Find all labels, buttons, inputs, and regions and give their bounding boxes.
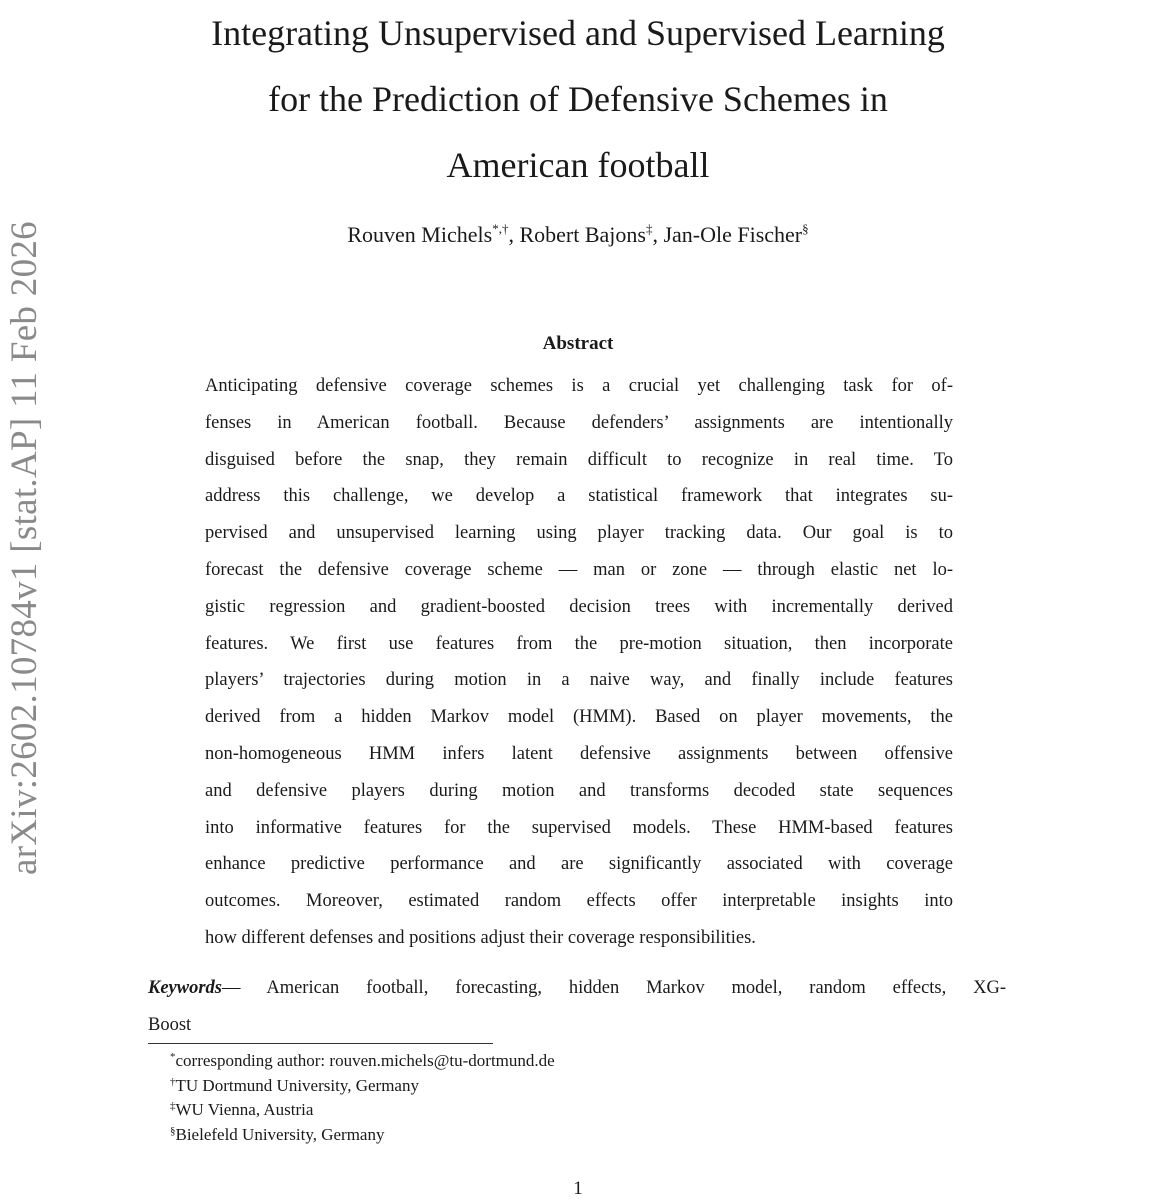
- author-affiliation-marks: *,†: [492, 221, 509, 236]
- abstract-line: non-homogeneous HMM infers latent defensive assignments between offensive: [205, 743, 953, 764]
- footnote-mark: ‡: [170, 1100, 176, 1112]
- abstract-line: address this challenge, we develop a statistical framework that integrates su-: [205, 486, 953, 507]
- arxiv-identifier-text: arXiv:2602.10784v1 [stat.AP] 11 Feb 2026: [4, 221, 45, 875]
- keywords-label: Keywords: [148, 978, 222, 998]
- abstract-line: pervised and unsupervised learning using player tracking data. Our goal is to: [205, 523, 953, 544]
- abstract-line: how different defenses and positions adjust their coverage responsibilities.: [205, 927, 756, 948]
- footnote-mark: *: [170, 1051, 176, 1063]
- keywords-text: — American football, forecasting, hidden Markov model, random effects, XG-: [222, 978, 1006, 998]
- footnote: [170, 1049, 555, 1074]
- author-name: Rouven Michels: [347, 222, 493, 247]
- footnote: [170, 1098, 555, 1123]
- author-separator: ,: [652, 222, 664, 247]
- author-separator: ,: [508, 222, 520, 247]
- page-number: 1: [573, 1178, 583, 1199]
- abstract-line: players’ trajectories during motion in a naive way, and finally include features: [205, 670, 953, 691]
- footnote-text: WU Vienna, Austria: [175, 1100, 314, 1119]
- title-line: Integrating Unsupervised and Supervised Learning: [211, 13, 945, 53]
- abstract-line: disguised before the snap, they remain difficult to recognize in real time. To: [205, 449, 953, 470]
- abstract-line: and defensive players during motion and transforms decoded state sequences: [205, 780, 953, 801]
- title-line: American football: [446, 145, 710, 185]
- footnote: [170, 1123, 555, 1148]
- abstract-body: [205, 368, 953, 957]
- keywords-paragraph: [148, 970, 1006, 1044]
- footnote-mark: §: [170, 1124, 176, 1137]
- footnote-rule: [148, 1043, 493, 1044]
- author-affiliation-marks: §: [802, 221, 809, 236]
- abstract-line: into informative features for the supervised models. These HMM-based features: [205, 817, 953, 838]
- footnote-text: TU Dortmund University, Germany: [175, 1075, 419, 1095]
- abstract-line: derived from a hidden Markov model (HMM). Based on player movements, the: [205, 707, 953, 728]
- keywords-line: [148, 970, 1006, 1007]
- title-line: for the Prediction of Defensive Schemes in: [268, 79, 888, 119]
- keywords-line: Boost: [148, 1014, 192, 1035]
- arxiv-identifier-stamp: [0, 150, 45, 875]
- abstract-line: features. We first use features from the pre-motion situation, then incorporate: [205, 633, 953, 654]
- footnote-text: corresponding author: rouven.michels@tu-dortmund.de: [175, 1051, 555, 1070]
- footnotes: [170, 1049, 555, 1147]
- author-name: Jan-Ole Fischer: [663, 222, 803, 247]
- paper-title: [148, 0, 1008, 198]
- abstract-line: outcomes. Moreover, estimated random effects offer interpretable insights into: [205, 891, 953, 912]
- abstract-line: forecast the defensive coverage scheme — man or zone — through elastic net lo-: [205, 559, 953, 580]
- footnote: [170, 1074, 555, 1099]
- author-affiliation-marks: ‡: [645, 221, 653, 236]
- abstract-line: gistic regression and gradient-boosted decision trees with incrementally derived: [205, 596, 953, 617]
- abstract-line: fenses in American football. Because defenders’ assignments are intentionally: [205, 412, 953, 433]
- footnote-mark: †: [170, 1075, 176, 1088]
- footnote-text: Bielefeld University, Germany: [175, 1124, 385, 1144]
- abstract-line: Anticipating defensive coverage schemes is a crucial yet challenging task for of-: [205, 376, 953, 396]
- author-name: Robert Bajons: [519, 222, 646, 247]
- abstract-heading: Abstract: [542, 333, 614, 354]
- author-list: [148, 222, 1008, 248]
- abstract-line: enhance predictive performance and are significantly associated with coverage: [205, 854, 953, 875]
